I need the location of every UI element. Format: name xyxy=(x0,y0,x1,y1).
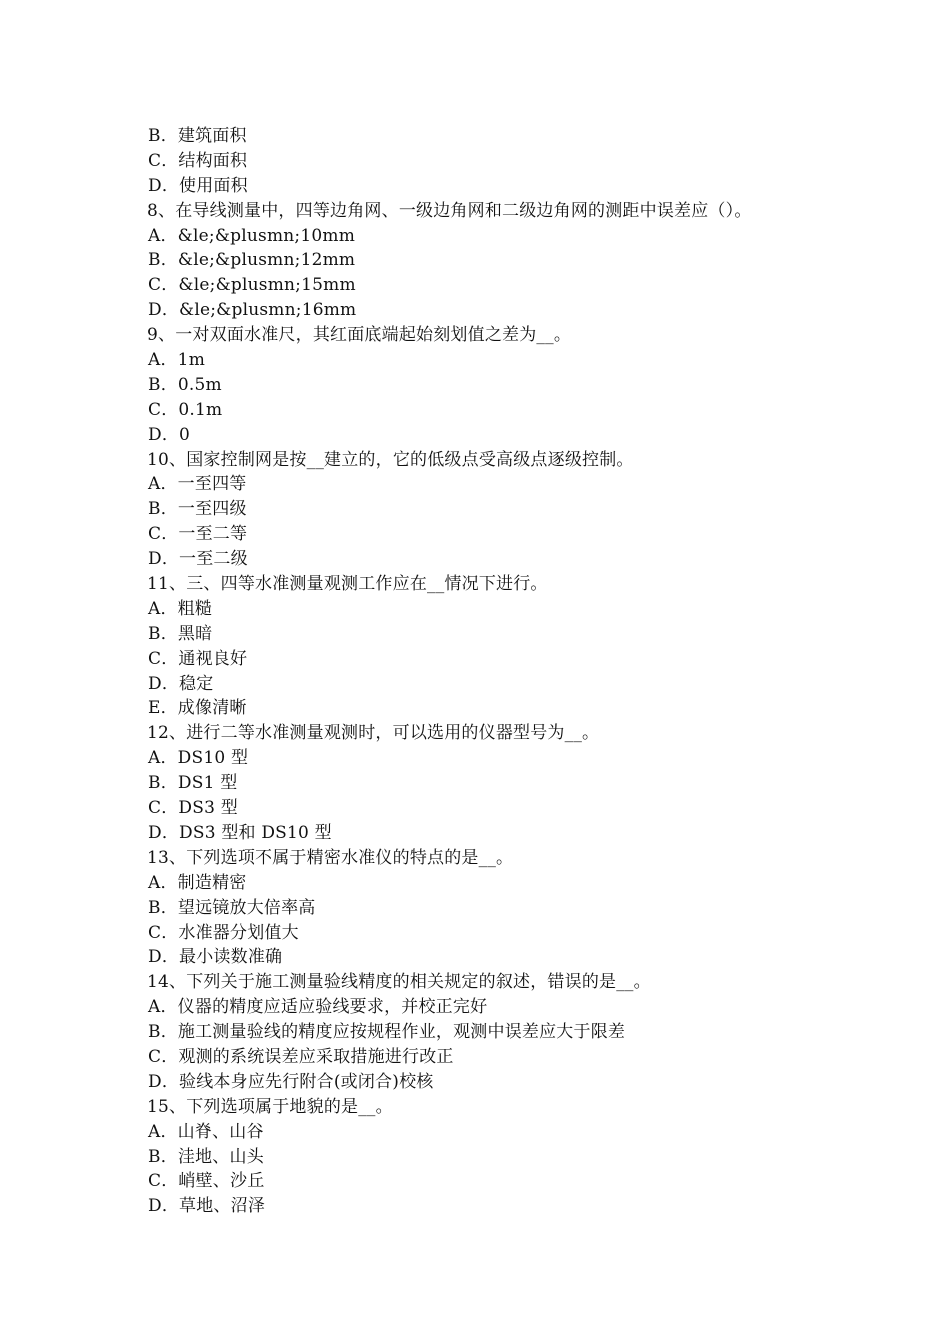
answer-option: C．结构面积 xyxy=(148,150,248,171)
question-stem: 14、下列关于施工测量验线精度的相关规定的叙述，错误的是__。 xyxy=(147,972,651,993)
answer-option: C．0.1m xyxy=(148,399,223,420)
question-stem: 15、下列选项属于地貌的是__。 xyxy=(147,1096,393,1117)
answer-option: C．一至二等 xyxy=(148,524,248,545)
answer-option: B．0.5m xyxy=(148,374,222,395)
answer-option: C．观测的系统误差应采取措施进行改正 xyxy=(148,1046,454,1067)
answer-option: C．水准器分划值大 xyxy=(148,922,299,943)
answer-option: B．&le;&plusmn;12mm xyxy=(148,250,356,271)
answer-option: C．通视良好 xyxy=(148,648,248,669)
answer-option: B．望远镜放大倍率高 xyxy=(148,897,316,918)
answer-option: D．0 xyxy=(148,424,191,445)
answer-option: D．一至二级 xyxy=(148,549,248,570)
question-stem: 13、下列选项不属于精密水准仪的特点的是__。 xyxy=(147,847,514,868)
answer-option: A．1m xyxy=(148,350,206,371)
question-stem: 9、一对双面水准尺，其红面底端起始刻划值之差为__。 xyxy=(147,325,572,346)
answer-option: D．验线本身应先行附合(或闭合)校核 xyxy=(148,1071,434,1092)
answer-option: A．一至四等 xyxy=(148,474,247,495)
answer-option: A．粗糙 xyxy=(148,598,213,619)
answer-option: D．最小读数准确 xyxy=(148,947,283,968)
question-stem: 11、三、四等水准测量观测工作应在__情况下进行。 xyxy=(147,574,548,595)
answer-option: B．洼地、山头 xyxy=(148,1146,264,1167)
answer-option: A．&le;&plusmn;10mm xyxy=(148,225,356,246)
question-list xyxy=(147,124,847,1219)
answer-option: D．DS3 型和 DS10 型 xyxy=(148,822,332,843)
answer-option: D．草地、沼泽 xyxy=(148,1196,266,1217)
answer-option: B．黑暗 xyxy=(148,623,213,644)
answer-option: D．使用面积 xyxy=(148,175,248,196)
answer-option: B．DS1 型 xyxy=(148,773,238,794)
answer-option: E．成像清晰 xyxy=(148,698,247,719)
answer-option: C．&le;&plusmn;15mm xyxy=(148,275,356,296)
answer-option: B．一至四级 xyxy=(148,499,247,520)
question-stem: 10、国家控制网是按__建立的，它的低级点受高级点逐级控制。 xyxy=(147,449,634,470)
answer-option: C．峭壁、沙丘 xyxy=(148,1171,265,1192)
question-stem: 12、进行二等水准测量观测时，可以选用的仪器型号为__。 xyxy=(147,723,600,744)
question-stem: 8、在导线测量中，四等边角网、一级边角网和二级边角网的测距中误差应（）。 xyxy=(147,200,752,221)
answer-option: D．&le;&plusmn;16mm xyxy=(148,300,357,321)
answer-option: A．仪器的精度应适应验线要求，并校正完好 xyxy=(148,997,488,1018)
answer-option: D．稳定 xyxy=(148,673,214,694)
answer-option: B．建筑面积 xyxy=(148,126,247,146)
answer-option: C．DS3 型 xyxy=(148,798,238,819)
answer-option: B．施工测量验线的精度应按规程作业，观测中误差应大于限差 xyxy=(148,1022,626,1043)
answer-option: A．制造精密 xyxy=(148,872,247,893)
answer-option: A．DS10 型 xyxy=(148,748,249,769)
answer-option: A．山脊、山谷 xyxy=(148,1121,264,1142)
